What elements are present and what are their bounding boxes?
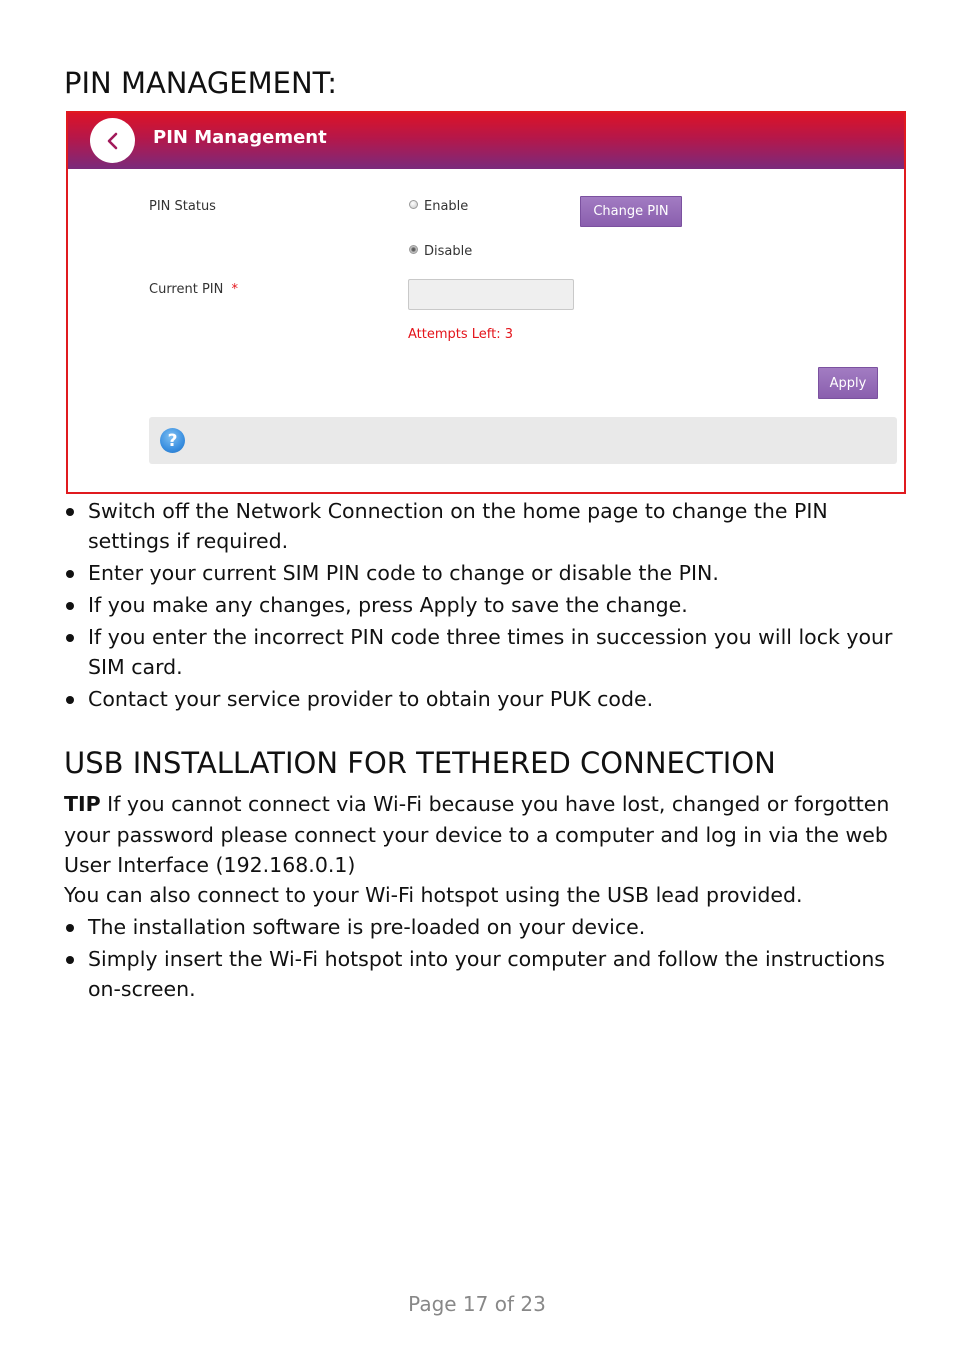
pin-status-label: PIN Status: [149, 199, 216, 214]
usb-lead-paragraph: You can also connect to your Wi-Fi hotspot using the USB lead provided.: [64, 883, 803, 907]
pin-instructions-list: [64, 496, 910, 716]
section-heading-usb-installation: USB INSTALLATION FOR TETHERED CONNECTION: [64, 746, 776, 780]
enable-radio-label: Enable: [424, 199, 469, 214]
required-marker: *: [231, 282, 238, 297]
list-item: Enter your current SIM PIN code to change or disable the PIN.: [64, 558, 910, 588]
disable-radio-label: Disable: [424, 244, 473, 259]
current-pin-label-text: Current PIN: [149, 282, 224, 297]
list-item: The installation software is pre-loaded on your device.: [64, 912, 910, 942]
disable-radio[interactable]: [409, 245, 418, 254]
help-icon[interactable]: ?: [160, 428, 185, 453]
list-item: Simply insert the Wi-Fi hotspot into your computer and follow the instructions on-screen.: [64, 944, 910, 1004]
list-item: If you enter the incorrect PIN code three times in succession you will lock your SIM card.: [64, 622, 910, 682]
current-pin-label: [149, 282, 238, 297]
section-heading-pin-management: PIN MANAGEMENT:: [64, 66, 337, 100]
change-pin-button[interactable]: Change PIN: [580, 196, 682, 227]
current-pin-input[interactable]: [408, 279, 574, 310]
panel-title: PIN Management: [153, 127, 327, 148]
chevron-left-icon: [105, 131, 121, 151]
list-item: Contact your service provider to obtain your PUK code.: [64, 684, 910, 714]
list-item: If you make any changes, press Apply to save the change.: [64, 590, 910, 620]
usb-instructions-list: [64, 912, 910, 1006]
pin-management-screenshot: [66, 111, 906, 494]
attempts-left-text: Attempts Left: 3: [408, 327, 514, 342]
tip-paragraph: [64, 789, 910, 881]
enable-radio[interactable]: [409, 200, 418, 209]
help-bar: [149, 417, 897, 464]
list-item: Switch off the Network Connection on the home page to change the PIN settings if required.: [64, 496, 910, 556]
back-button[interactable]: [90, 118, 135, 163]
panel-header: [68, 113, 904, 169]
apply-button[interactable]: Apply: [818, 367, 878, 399]
tip-label: TIP: [64, 792, 101, 816]
page-number: Page 17 of 23: [408, 1292, 546, 1316]
tip-text: If you cannot connect via Wi-Fi because you have lost, changed or forgotten your password please connect your device to a computer and log in via the web User Interface (192.168.0.1): [64, 792, 890, 877]
